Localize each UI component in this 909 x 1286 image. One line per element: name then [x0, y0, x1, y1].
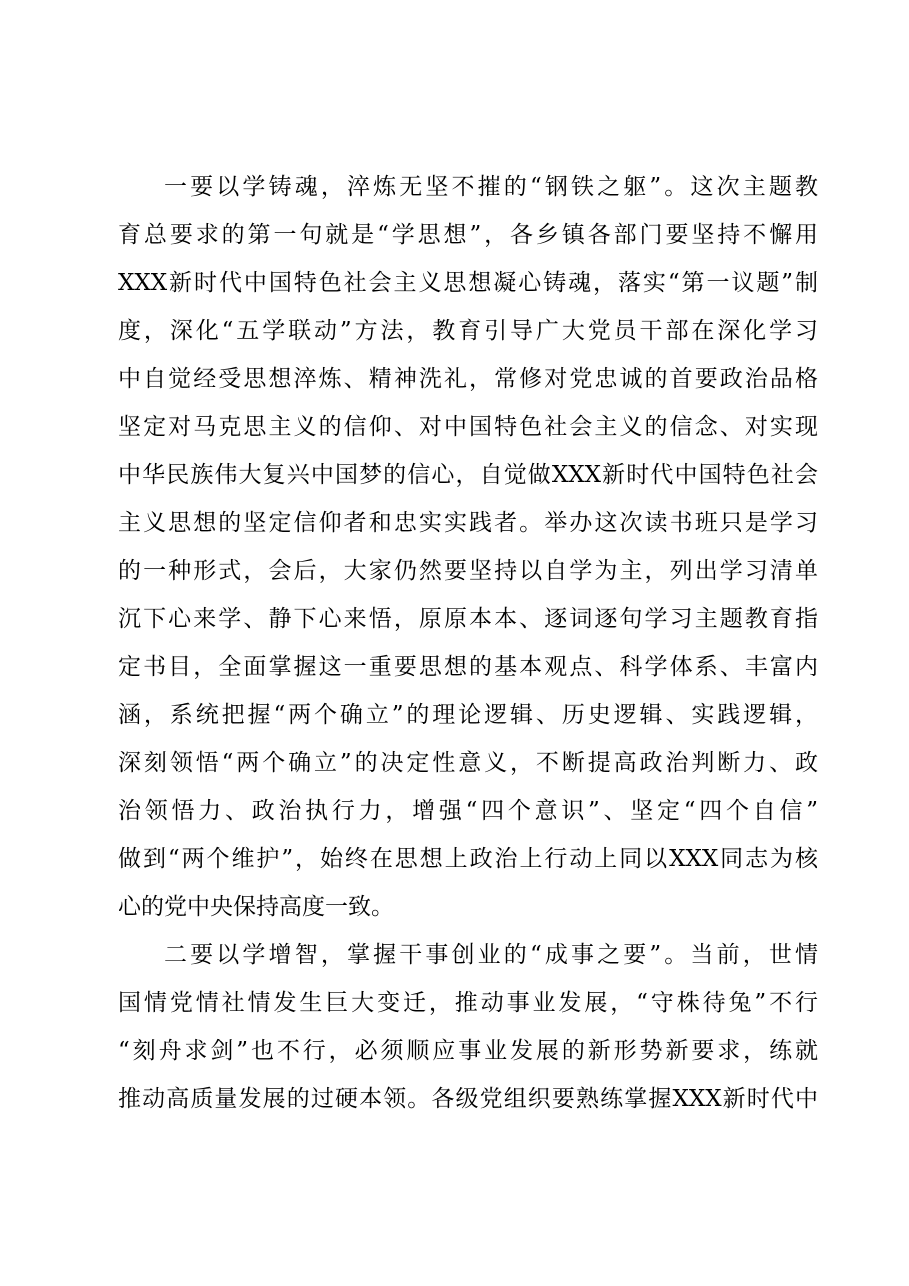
document-body	[118, 163, 818, 1123]
text-line: 治领悟力、政治执行力，增强“四个意识”、坚定“四个自信”	[118, 798, 818, 824]
text-line: 中自觉经受思想淬炼、精神洗礼，常修对党忠诚的首要政治品格	[118, 366, 818, 392]
text-line: 一要以学铸魂，淬炼无坚不摧的“钢铁之躯”。这次主题教	[164, 174, 818, 200]
text-line: 定书目，全面掌握这一重要思想的基本观点、科学体系、丰富内	[118, 654, 818, 680]
text-line: 沉下心来学、静下心来悟，原原本本、逐词逐句学习主题教育指	[118, 606, 818, 632]
paragraph-1	[118, 163, 818, 931]
text-line: 心的党中央保持高度一致。	[118, 894, 394, 920]
text-line: “刻舟求剑”也不行，必须顺应事业发展的新形势新要求，练就	[118, 1038, 818, 1064]
text-line: 中华民族伟大复兴中国梦的信心，自觉做XXX新时代中国特色社会	[118, 462, 818, 488]
text-line: 推动高质量发展的过硬本领。各级党组织要熟练掌握XXX新时代中	[118, 1086, 818, 1112]
text-line: 涵，系统把握“两个确立”的理论逻辑、历史逻辑、实践逻辑，	[118, 702, 818, 728]
text-line: 的一种形式，会后，大家仍然要坚持以自学为主，列出学习清单	[118, 558, 818, 584]
text-line: 二要以学增智，掌握干事创业的“成事之要”。当前，世情	[164, 942, 818, 968]
text-line: 主义思想的坚定信仰者和忠实实践者。举办这次读书班只是学习	[118, 510, 818, 536]
text-line: 深刻领悟“两个确立”的决定性意义，不断提高政治判断力、政	[118, 750, 818, 776]
text-line: 国情党情社情发生巨大变迁，推动事业发展，“守株待兔”不行	[118, 990, 818, 1016]
text-line: 做到“两个维护”，始终在思想上政治上行动上同以XXX同志为核	[118, 846, 818, 872]
text-line: 坚定对马克思主义的信仰、对中国特色社会主义的信念、对实现	[118, 414, 818, 440]
text-line: XXX新时代中国特色社会主义思想凝心铸魂，落实“第一议题”制	[118, 270, 818, 296]
text-line: 育总要求的第一句就是“学思想”，各乡镇各部门要坚持不懈用	[118, 222, 818, 248]
text-line: 度，深化“五学联动”方法，教育引导广大党员干部在深化学习	[118, 318, 818, 344]
paragraph-2	[118, 931, 818, 1123]
